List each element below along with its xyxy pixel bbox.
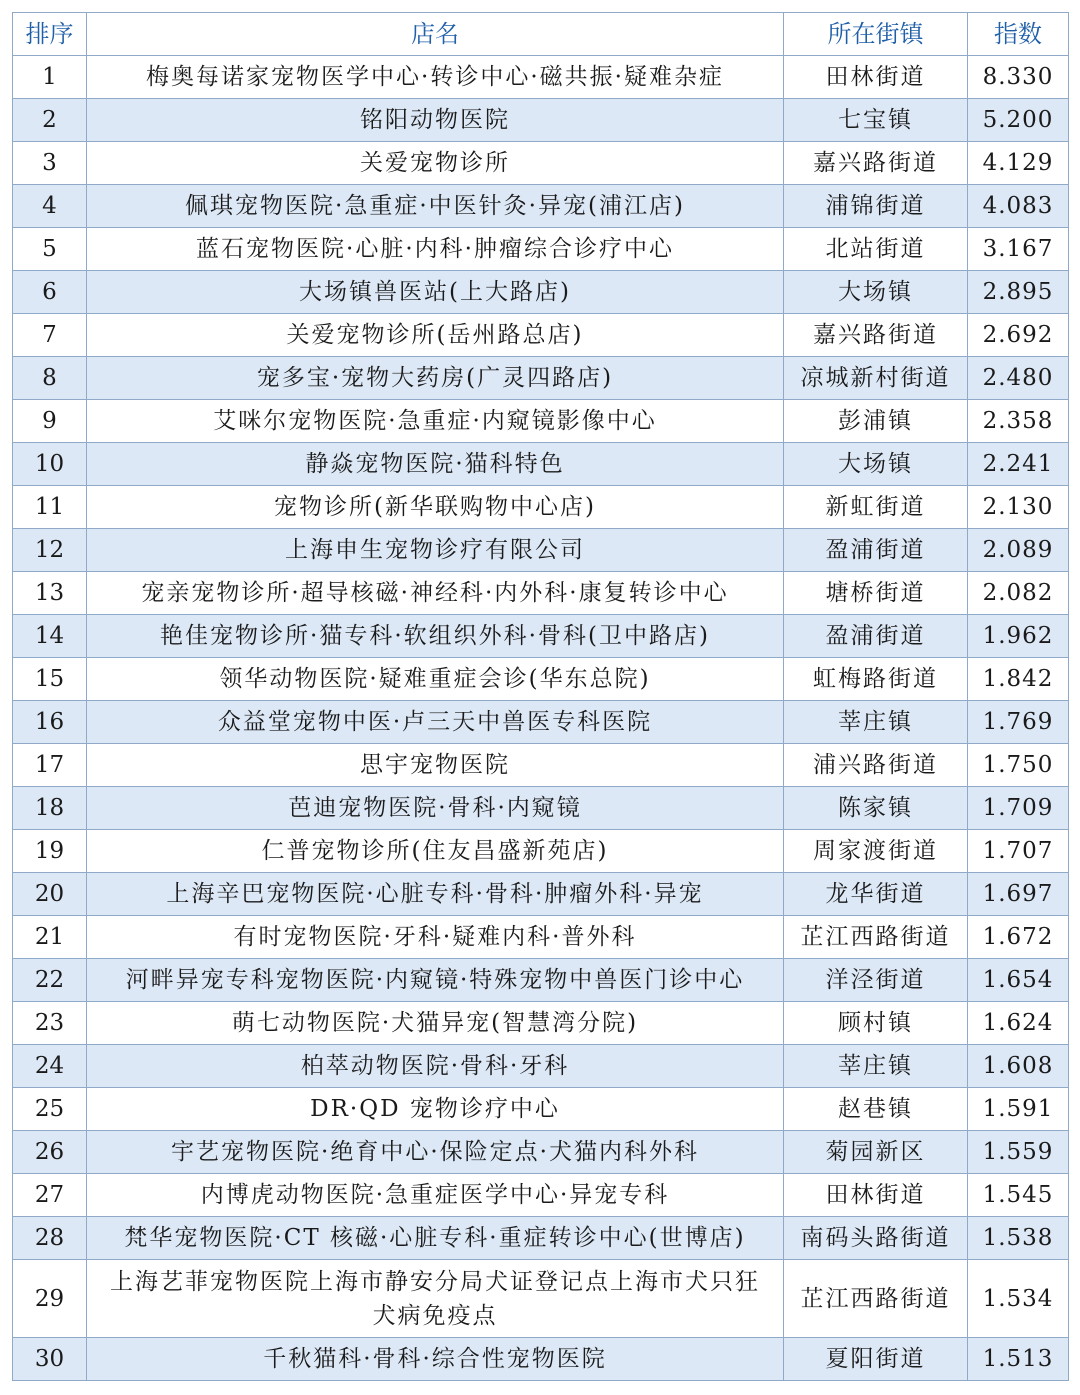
cell-index: 4.083 [968,185,1069,228]
cell-town: 赵巷镇 [784,1088,968,1131]
cell-name: 宠多宝·宠物大药房(广灵四路店) [87,357,784,400]
table-row [13,658,1069,701]
cell-town: 浦锦街道 [784,185,968,228]
table-body [13,56,1069,1381]
cell-name: 上海申生宠物诊疗有限公司 [87,529,784,572]
cell-name: 梅奥每诺家宠物医学中心·转诊中心·磁共振·疑难杂症 [87,56,784,99]
table-row [13,400,1069,443]
table-row [13,99,1069,142]
cell-index: 1.534 [968,1260,1069,1338]
table-row [13,314,1069,357]
cell-index: 2.358 [968,400,1069,443]
table-row [13,744,1069,787]
cell-index: 1.559 [968,1131,1069,1174]
cell-name: 佩琪宠物医院·急重症·中医针灸·异宠(浦江店) [87,185,784,228]
cell-index: 1.842 [968,658,1069,701]
cell-rank: 5 [13,228,87,271]
cell-index: 1.750 [968,744,1069,787]
cell-name: 艳佳宠物诊所·猫专科·软组织外科·骨科(卫中路店) [87,615,784,658]
cell-rank: 19 [13,830,87,873]
cell-town: 菊园新区 [784,1131,968,1174]
cell-name: 关爱宠物诊所(岳州路总店) [87,314,784,357]
cell-rank: 27 [13,1174,87,1217]
cell-town: 陈家镇 [784,787,968,830]
cell-name: 柏萃动物医院·骨科·牙科 [87,1045,784,1088]
cell-index: 1.654 [968,959,1069,1002]
cell-rank: 10 [13,443,87,486]
cell-town: 芷江西路街道 [784,916,968,959]
cell-rank: 18 [13,787,87,830]
table-row [13,1131,1069,1174]
table-row [13,271,1069,314]
table-row [13,1174,1069,1217]
cell-name: 思宇宠物医院 [87,744,784,787]
table-header-row [13,13,1069,56]
table-row [13,1002,1069,1045]
cell-index: 3.167 [968,228,1069,271]
cell-index: 1.672 [968,916,1069,959]
cell-rank: 22 [13,959,87,1002]
cell-name: 关爱宠物诊所 [87,142,784,185]
table-row [13,959,1069,1002]
cell-rank: 14 [13,615,87,658]
cell-town: 大场镇 [784,443,968,486]
cell-index: 2.895 [968,271,1069,314]
cell-name: DR·QD 宠物诊疗中心 [87,1088,784,1131]
cell-name: 铭阳动物医院 [87,99,784,142]
cell-name: 内博虎动物医院·急重症医学中心·异宠专科 [87,1174,784,1217]
cell-rank: 17 [13,744,87,787]
cell-town: 芷江西路街道 [784,1260,968,1338]
cell-index: 1.769 [968,701,1069,744]
cell-rank: 29 [13,1260,87,1338]
cell-rank: 3 [13,142,87,185]
table-row [13,185,1069,228]
cell-name: 仁普宠物诊所(住友昌盛新苑店) [87,830,784,873]
cell-index: 2.089 [968,529,1069,572]
cell-index: 2.130 [968,486,1069,529]
table-row [13,486,1069,529]
table-row [13,572,1069,615]
table-row [13,1338,1069,1381]
cell-town: 塘桥街道 [784,572,968,615]
table-row [13,56,1069,99]
cell-town: 凉城新村街道 [784,357,968,400]
cell-rank: 24 [13,1045,87,1088]
cell-index: 1.591 [968,1088,1069,1131]
header-town: 所在街镇 [784,13,968,56]
cell-town: 南码头路街道 [784,1217,968,1260]
table-row [13,142,1069,185]
cell-town: 夏阳街道 [784,1338,968,1381]
cell-index: 1.538 [968,1217,1069,1260]
table-row [13,1045,1069,1088]
cell-town: 周家渡街道 [784,830,968,873]
cell-town: 新虹街道 [784,486,968,529]
cell-town: 顾村镇 [784,1002,968,1045]
cell-town: 七宝镇 [784,99,968,142]
cell-rank: 30 [13,1338,87,1381]
cell-rank: 7 [13,314,87,357]
cell-town: 大场镇 [784,271,968,314]
table-row [13,701,1069,744]
cell-rank: 21 [13,916,87,959]
cell-town: 田林街道 [784,1174,968,1217]
cell-rank: 9 [13,400,87,443]
table-row [13,1088,1069,1131]
table-row [13,1217,1069,1260]
cell-name: 千秋猫科·骨科·综合性宠物医院 [87,1338,784,1381]
cell-name: 宠亲宠物诊所·超导核磁·神经科·内外科·康复转诊中心 [87,572,784,615]
cell-rank: 12 [13,529,87,572]
cell-rank: 4 [13,185,87,228]
cell-town: 盈浦街道 [784,615,968,658]
cell-index: 1.697 [968,873,1069,916]
cell-town: 莘庄镇 [784,1045,968,1088]
cell-index: 2.480 [968,357,1069,400]
cell-town: 盈浦街道 [784,529,968,572]
cell-rank: 25 [13,1088,87,1131]
cell-rank: 1 [13,56,87,99]
cell-name: 萌七动物医院·犬猫异宠(智慧湾分院) [87,1002,784,1045]
cell-index: 1.624 [968,1002,1069,1045]
header-name: 店名 [87,13,784,56]
cell-index: 5.200 [968,99,1069,142]
table-row [13,1260,1069,1338]
cell-rank: 13 [13,572,87,615]
cell-index: 1.608 [968,1045,1069,1088]
cell-town: 彭浦镇 [784,400,968,443]
cell-name: 艾咪尔宠物医院·急重症·内窥镜影像中心 [87,400,784,443]
cell-name: 上海辛巴宠物医院·心脏专科·骨科·肿瘤外科·异宠 [87,873,784,916]
cell-name: 宇艺宠物医院·绝育中心·保险定点·犬猫内科外科 [87,1131,784,1174]
cell-name: 领华动物医院·疑难重症会诊(华东总院) [87,658,784,701]
table-row [13,228,1069,271]
cell-rank: 2 [13,99,87,142]
cell-index: 2.241 [968,443,1069,486]
table-row [13,529,1069,572]
table-row [13,787,1069,830]
cell-rank: 16 [13,701,87,744]
table-row [13,916,1069,959]
cell-town: 洋泾街道 [784,959,968,1002]
cell-rank: 28 [13,1217,87,1260]
ranking-table-container [12,12,1068,1381]
cell-rank: 15 [13,658,87,701]
cell-name: 上海艺菲宠物医院上海市静安分局犬证登记点上海市犬只狂犬病免疫点 [87,1260,784,1338]
cell-name: 河畔异宠专科宠物医院·内窥镜·特殊宠物中兽医门诊中心 [87,959,784,1002]
cell-town: 龙华街道 [784,873,968,916]
cell-name: 宠物诊所(新华联购物中心店) [87,486,784,529]
cell-town: 嘉兴路街道 [784,314,968,357]
cell-name: 大场镇兽医站(上大路店) [87,271,784,314]
cell-index: 1.707 [968,830,1069,873]
cell-town: 北站街道 [784,228,968,271]
cell-rank: 11 [13,486,87,529]
cell-index: 1.545 [968,1174,1069,1217]
cell-index: 1.709 [968,787,1069,830]
table-row [13,615,1069,658]
header-rank: 排序 [13,13,87,56]
cell-index: 2.082 [968,572,1069,615]
cell-rank: 23 [13,1002,87,1045]
table-row [13,873,1069,916]
cell-index: 1.962 [968,615,1069,658]
cell-name: 众益堂宠物中医·卢三天中兽医专科医院 [87,701,784,744]
cell-rank: 20 [13,873,87,916]
cell-town: 浦兴路街道 [784,744,968,787]
cell-rank: 8 [13,357,87,400]
cell-index: 8.330 [968,56,1069,99]
cell-rank: 6 [13,271,87,314]
pet-hospital-ranking-table [12,12,1069,1381]
cell-name: 蓝石宠物医院·心脏·内科·肿瘤综合诊疗中心 [87,228,784,271]
cell-town: 莘庄镇 [784,701,968,744]
cell-name: 芭迪宠物医院·骨科·内窥镜 [87,787,784,830]
table-row [13,830,1069,873]
cell-name: 有时宠物医院·牙科·疑难内科·普外科 [87,916,784,959]
cell-name: 梵华宠物医院·CT 核磁·心脏专科·重症转诊中心(世博店) [87,1217,784,1260]
cell-name: 静焱宠物医院·猫科特色 [87,443,784,486]
cell-index: 1.513 [968,1338,1069,1381]
cell-index: 4.129 [968,142,1069,185]
cell-town: 虹梅路街道 [784,658,968,701]
cell-index: 2.692 [968,314,1069,357]
table-row [13,357,1069,400]
table-row [13,443,1069,486]
cell-town: 嘉兴路街道 [784,142,968,185]
cell-town: 田林街道 [784,56,968,99]
header-index: 指数 [968,13,1069,56]
cell-rank: 26 [13,1131,87,1174]
